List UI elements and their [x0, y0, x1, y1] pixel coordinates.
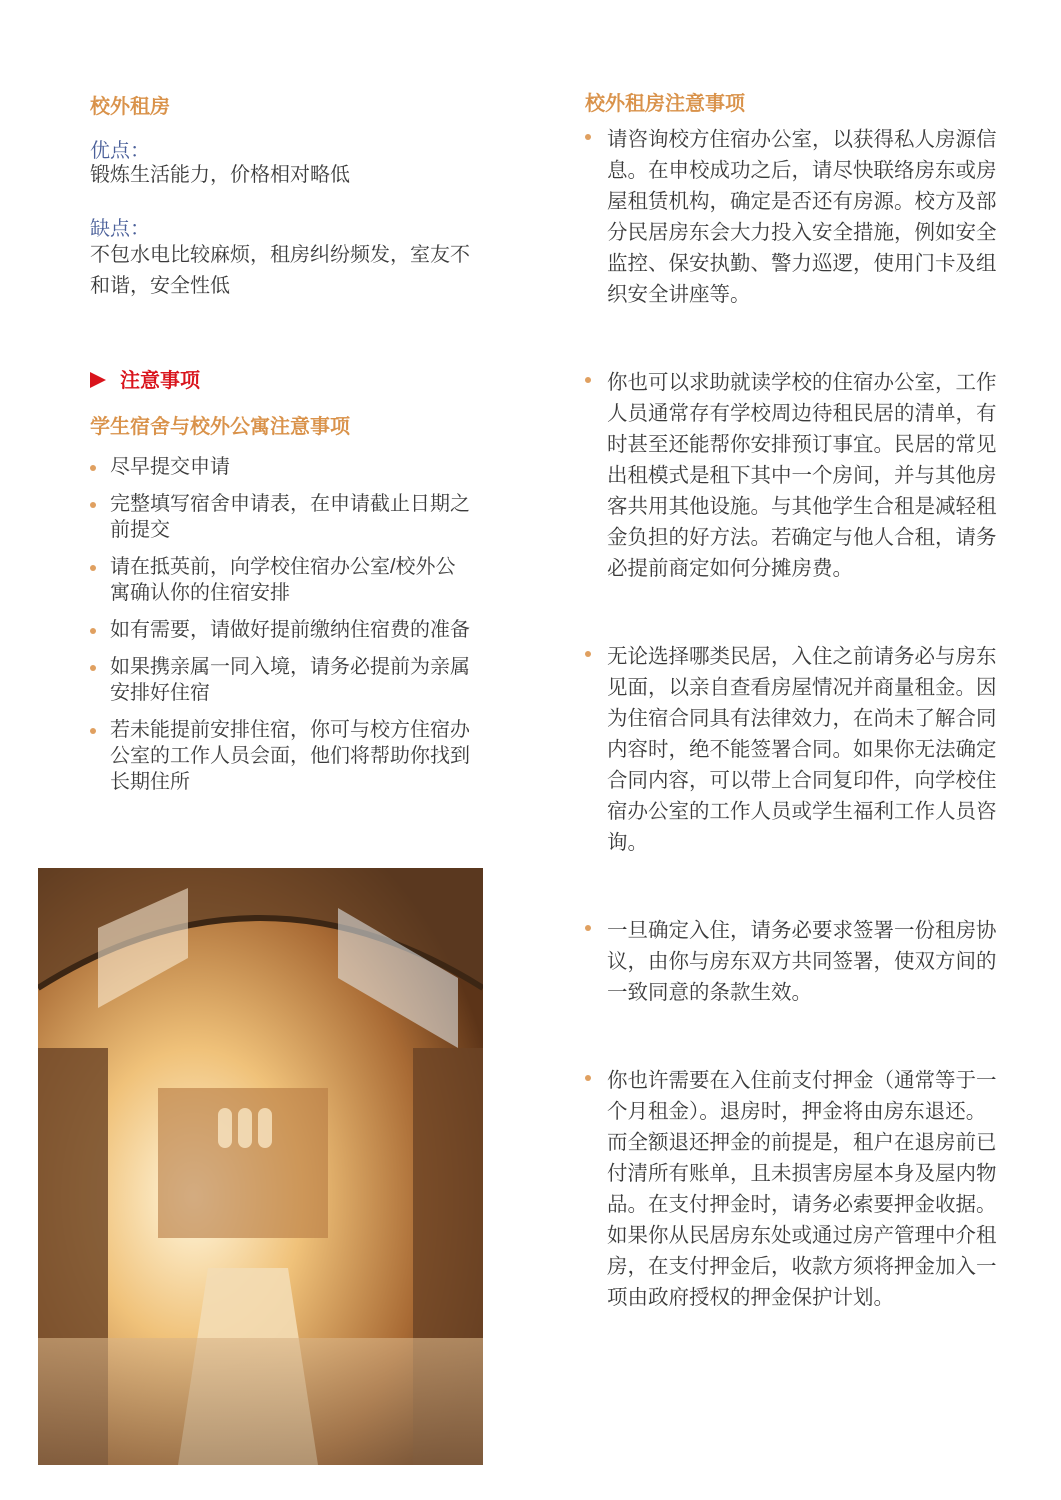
bullet-icon: [585, 377, 591, 383]
list-item: 完整填写宿舍申请表，在申请截止日期之前提交: [90, 491, 475, 543]
bullet-icon: [90, 728, 96, 734]
bullet-icon: [585, 651, 591, 657]
list-item: 你也可以求助就读学校的住宿办公室，工作人员通常存有学校周边待租民居的清单，有时甚至还能帮你安排预订事宜。民居的常见出租模式是租下其中一个房间，并与其他房客共用其他设施。与其他学生合租是减轻租金负担的好方法。若确定与他人合租，请务必提前商定如何分摊房费。: [585, 367, 1005, 584]
pros-label: 优点：: [90, 140, 150, 162]
list-item: 请咨询校方住宿办公室，以获得私人房源信息。在申校成功之后，请尽快联络房东或房屋租赁机构，确定是否还有房源。校方及部分民居房东会大力投入安全措施，例如安全监控、保安执勤、警力巡逻，使用门卡及组织安全讲座等。: [585, 124, 1005, 310]
bullet-icon: [90, 502, 96, 508]
bullet-icon: [90, 465, 96, 471]
list-item: 你也许需要在入住前支付押金（通常等于一个月租金）。退房时，押金将由房东退还。而全额退还押金的前提是，租户在退房前已付清所有账单，且未损害房屋本身及屋内物品。在支付押金时，请务必索要押金收据。如果你从民居房东处或通过房产管理中介租房，在支付押金后，收款方须将押金加入一项由政府授权的押金保护计划。: [585, 1065, 1005, 1313]
list-item: 请在抵英前，向学校住宿办公室/校外公寓确认你的住宿安排: [90, 554, 475, 606]
notice-title: 注意事项: [120, 370, 200, 392]
dorm-list: [90, 454, 475, 806]
pros-text: 锻炼生活能力，价格相对略低: [90, 164, 350, 186]
bullet-icon: [585, 1075, 591, 1081]
section-title: 校外租房: [90, 96, 170, 118]
museum-hall-photo: [38, 868, 483, 1465]
rental-notes-list: [585, 124, 1005, 1313]
list-item: 无论选择哪类民居，入住之前请务必与房东见面，以亲自查看房屋情况并商量租金。因为住宿合同具有法律效力，在尚未了解合同内容时，绝不能签署合同。如果你无法确定合同内容，可以带上合同复印件，向学校住宿办公室的工作人员或学生福利工作人员咨询。: [585, 641, 1005, 858]
dorm-title: 学生宿舍与校外公寓注意事项: [90, 416, 350, 438]
triangle-icon: [90, 372, 106, 388]
bullet-icon: [90, 628, 96, 634]
list-item: 如有需要，请做好提前缴纳住宿费的准备: [90, 617, 475, 643]
right-title: 校外租房注意事项: [585, 93, 745, 115]
list-item: 尽早提交申请: [90, 454, 475, 480]
cons-label: 缺点：: [90, 218, 150, 240]
bullet-icon: [585, 925, 591, 931]
bullet-icon: [90, 665, 96, 671]
notice-heading: [90, 364, 200, 393]
list-item: 如果携亲属一同入境，请务必提前为亲属安排好住宿: [90, 654, 475, 706]
bullet-icon: [585, 134, 591, 140]
bullet-icon: [90, 565, 96, 571]
cons-text: 不包水电比较麻烦，租房纠纷频发，室友不和谐，安全性低: [90, 244, 470, 297]
list-item: 一旦确定入住，请务必要求签署一份租房协议，由你与房东双方共同签署，使双方间的一致同意的条款生效。: [585, 915, 1005, 1008]
list-item: 若未能提前安排住宿，你可与校方住宿办公室的工作人员会面，他们将帮助你找到长期住所: [90, 717, 475, 795]
